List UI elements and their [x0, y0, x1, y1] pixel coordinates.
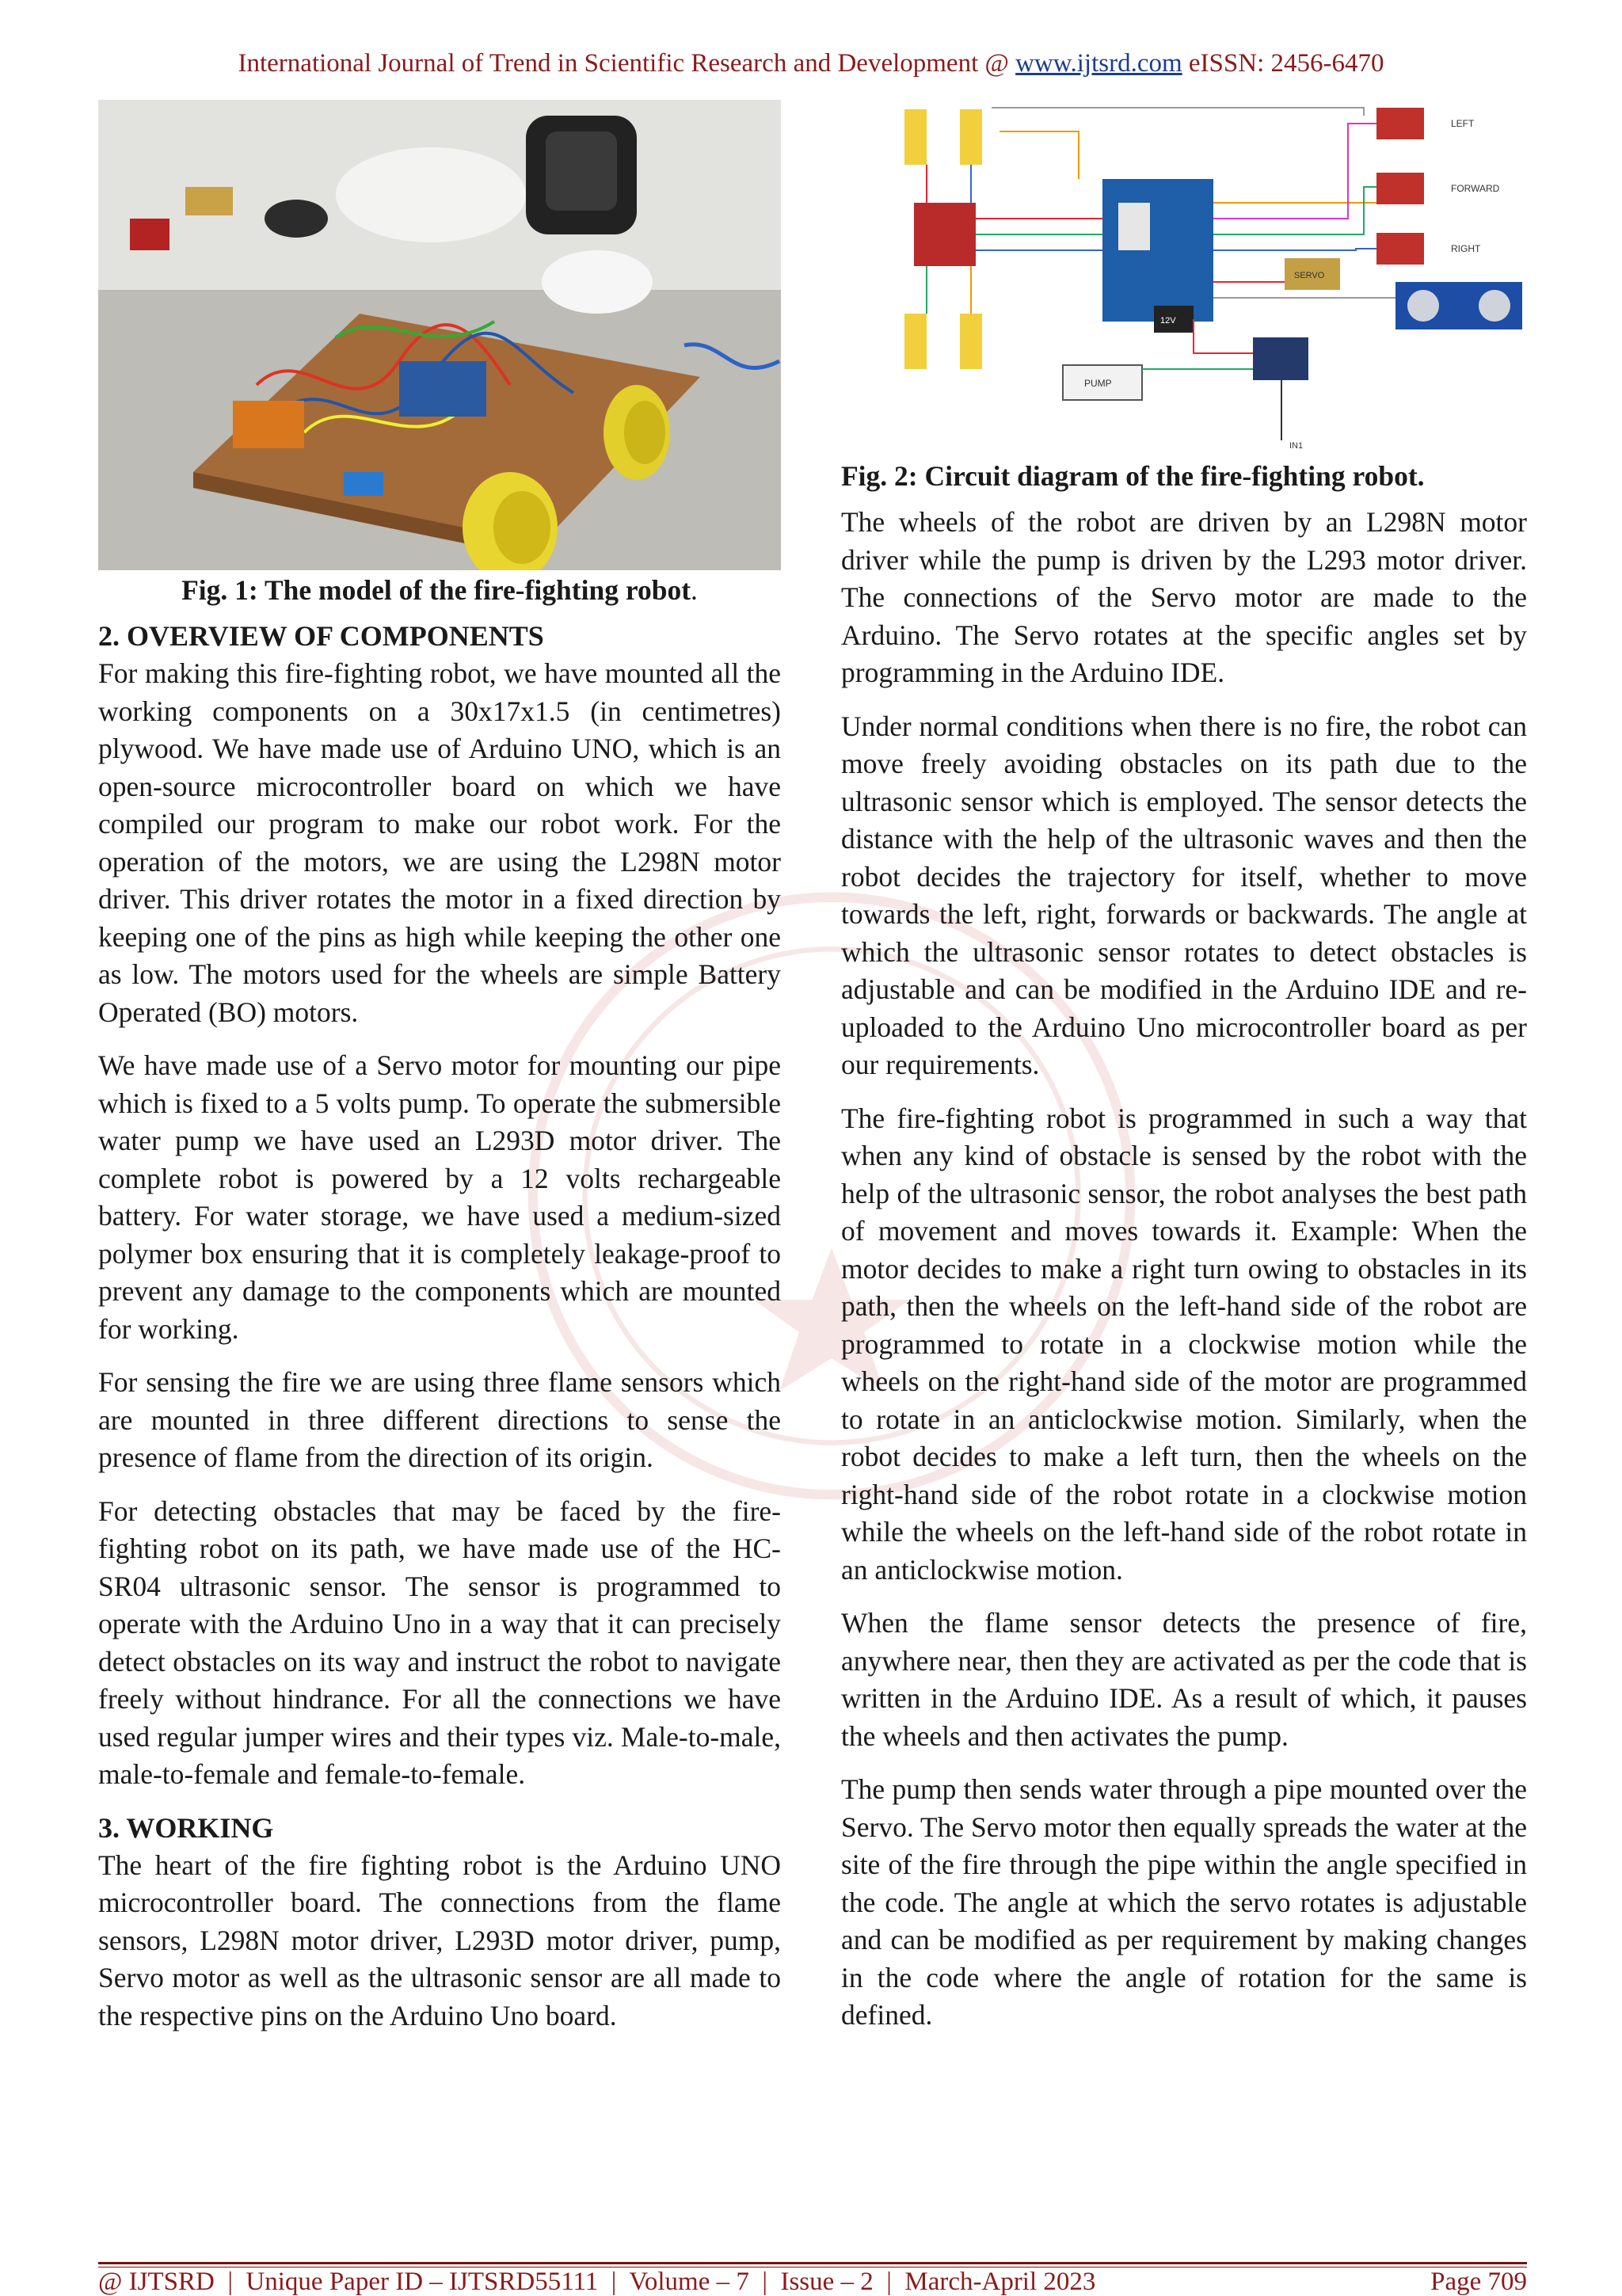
ultrasonic-eye-right	[1479, 290, 1510, 322]
footer-rule	[98, 2262, 1527, 2264]
label-left: LEFT	[1451, 118, 1475, 129]
circuit-diagram-illustration	[841, 100, 1527, 456]
circuit-diagram	[841, 100, 1527, 456]
header-link[interactable]: www.ijtsrd.com	[1015, 49, 1182, 78]
figure-1-caption	[98, 572, 781, 608]
section-2-heading: 2. OVERVIEW OF COMPONENTS	[98, 620, 544, 652]
motor-top-right	[960, 109, 982, 165]
left-column	[98, 100, 781, 2050]
footer-paper-info: @ IJTSRD | Unique Paper ID – IJTSRD55111 | Volume – 7 | Issue – 2 | March-April 2023	[98, 2267, 1096, 2296]
section-3-heading: 3. WORKING	[98, 1811, 274, 1844]
motor-top-left	[904, 109, 927, 165]
robot-photo-illustration	[98, 100, 781, 570]
header-issn: eISSN: 2456-6470	[1182, 49, 1384, 78]
label-pump: PUMP	[1084, 378, 1112, 389]
figure-1-caption-period: .	[691, 574, 698, 606]
motor-bottom-left	[904, 314, 927, 369]
running-header	[0, 49, 1622, 78]
arduino-chip	[1118, 203, 1150, 250]
running-footer	[98, 2267, 1527, 2296]
right-column	[841, 100, 1527, 2050]
l298n-driver	[914, 203, 976, 266]
overview-paragraph-3: For sensing the fire we are using three flame sensors which are mounted in three different directions to sense the presence of flame from the direction of its origin.	[98, 1366, 781, 1473]
right-paragraph-1: The wheels of the robot are driven by an L298N motor driver while the pump is driven by the L293 motor driver. The connections of the Servo motor are made to the Arduino. The Servo rotates at the specific angles set by programming in the Arduino IDE.	[841, 506, 1527, 688]
figure-1-caption-text: Fig. 1: The model of the fire-fighting robot	[181, 574, 691, 606]
right-paragraph-2: Under normal conditions when there is no fire, the robot can move freely avoiding obstacles on its path due to the ultrasonic sensor which is employed. The sensor detects the distance with the help of the ultrasonic waves and then the robot decides the trajectory for itself, whether to move towards the left, right, forwards or backwards. The angle at which the ultrasonic sensor rotates to detect obstacles is adjustable and can be modified in the Arduino IDE and re-uploaded to the Arduino Uno microcontroller board as per our requirements.	[841, 710, 1527, 1080]
right-paragraph-4: When the flame sensor detects the presence of fire, anywhere near, then they are activated as per the code that is written in the Arduino IDE. As a result of which, it pauses the wheels and then activates the pump.	[841, 1607, 1527, 1752]
overview-paragraph-4: For detecting obstacles that may be faced by the fire-fighting robot on its path, we have made use of the HC-SR04 ultrasonic sensor. The sensor is programmed to operate with the Arduino Uno in a way that it can precisely detect obstacles on its way and instruct the robot to navigate freely without hindrance. For all the connections we have used regular jumper wires and their types viz. Male-to-male, male-to-female and female-to-female.	[98, 1494, 781, 1790]
label-servo: SERVO	[1294, 271, 1325, 280]
robot-model-photo	[98, 100, 781, 570]
footer-page-number: Page 709	[1430, 2267, 1527, 2296]
ultrasonic-eye-left	[1407, 290, 1439, 322]
flame-sensor-forward	[1376, 173, 1424, 204]
flame-sensor-left	[1376, 108, 1424, 139]
figure-2-caption: Fig. 2: Circuit diagram of the fire-fighting robot.	[841, 460, 1425, 492]
right-paragraph-5: The pump then sends water through a pipe mounted over the Servo. The Servo motor then equally spreads the water at the site of the fire through the pipe within the angle specified in the code. The angle at which the servo rotates is adjustable and can be modified as per requirement by making changes in the code where the angle of rotation for the same is defined.	[841, 1773, 1527, 2031]
right-paragraph-3: The fire-fighting robot is programmed in such a way that when any kind of obstacle is sensed by the robot with the help of the ultrasonic sensor, the robot analyses the best path of movement and moves towards it. Example: When the motor decides to make a right turn owing to obstacles in its path, then the wheels on the left-hand side of the robot are programmed to rotate in a clockwise motion while the wheels on the right-hand side of the motor are programmed to rotate in an anticlockwise motion. Similarly, when the robot decides to make a left turn, then the wheels on the right-hand side of the robot rotate in a clockwise motion while the wheels on the left-hand side of the robot rotate in an anticlockwise motion.	[841, 1102, 1527, 1586]
overview-paragraph-2: We have made use of a Servo motor for mounting our pipe which is fixed to a 5 volts pump. To operate the submersible water pump we have used an L293D motor driver. The complete robot is powered by a 12 volts rechargeable battery. For water storage, we have used a medium-sized polymer box ensuring that it is completely leakage-proof to prevent any damage to the components which are mounted for working.	[98, 1049, 781, 1345]
label-bottom: IN1	[1289, 441, 1304, 451]
overview-paragraph-1: For making this fire-fighting robot, we have mounted all the working components on a 30x17x1.5 (in centimetres) plywood. We have made use of Arduino UNO, which is an open-source microcontroller board on which we have compiled our program to make our robot work. For the operation of the motors, we are using the L298N motor driver. This driver rotates the motor in a fixed direction by keeping one of the pins as high while keeping the other one as low. The motors used for the wheels are simple Battery Operated (BO) motors.	[98, 657, 781, 1028]
working-paragraph-1: The heart of the fire fighting robot is the Arduino UNO microcontroller board. The connections from the flame sensors, L298N motor driver, L293D motor driver, pump, Servo motor as well as the ultrasonic sensor are all made to the respective pins on the Arduino Uno board.	[98, 1849, 781, 2031]
label-forward: FORWARD	[1451, 183, 1500, 194]
motor-bottom-right	[960, 314, 982, 369]
header-journal: International Journal of Trend in Scientific Research and Development @	[238, 49, 1016, 78]
label-battery: 12V	[1160, 316, 1176, 326]
label-right: RIGHT	[1451, 243, 1481, 254]
l293d-driver	[1253, 337, 1308, 380]
flame-sensor-right	[1376, 233, 1424, 265]
